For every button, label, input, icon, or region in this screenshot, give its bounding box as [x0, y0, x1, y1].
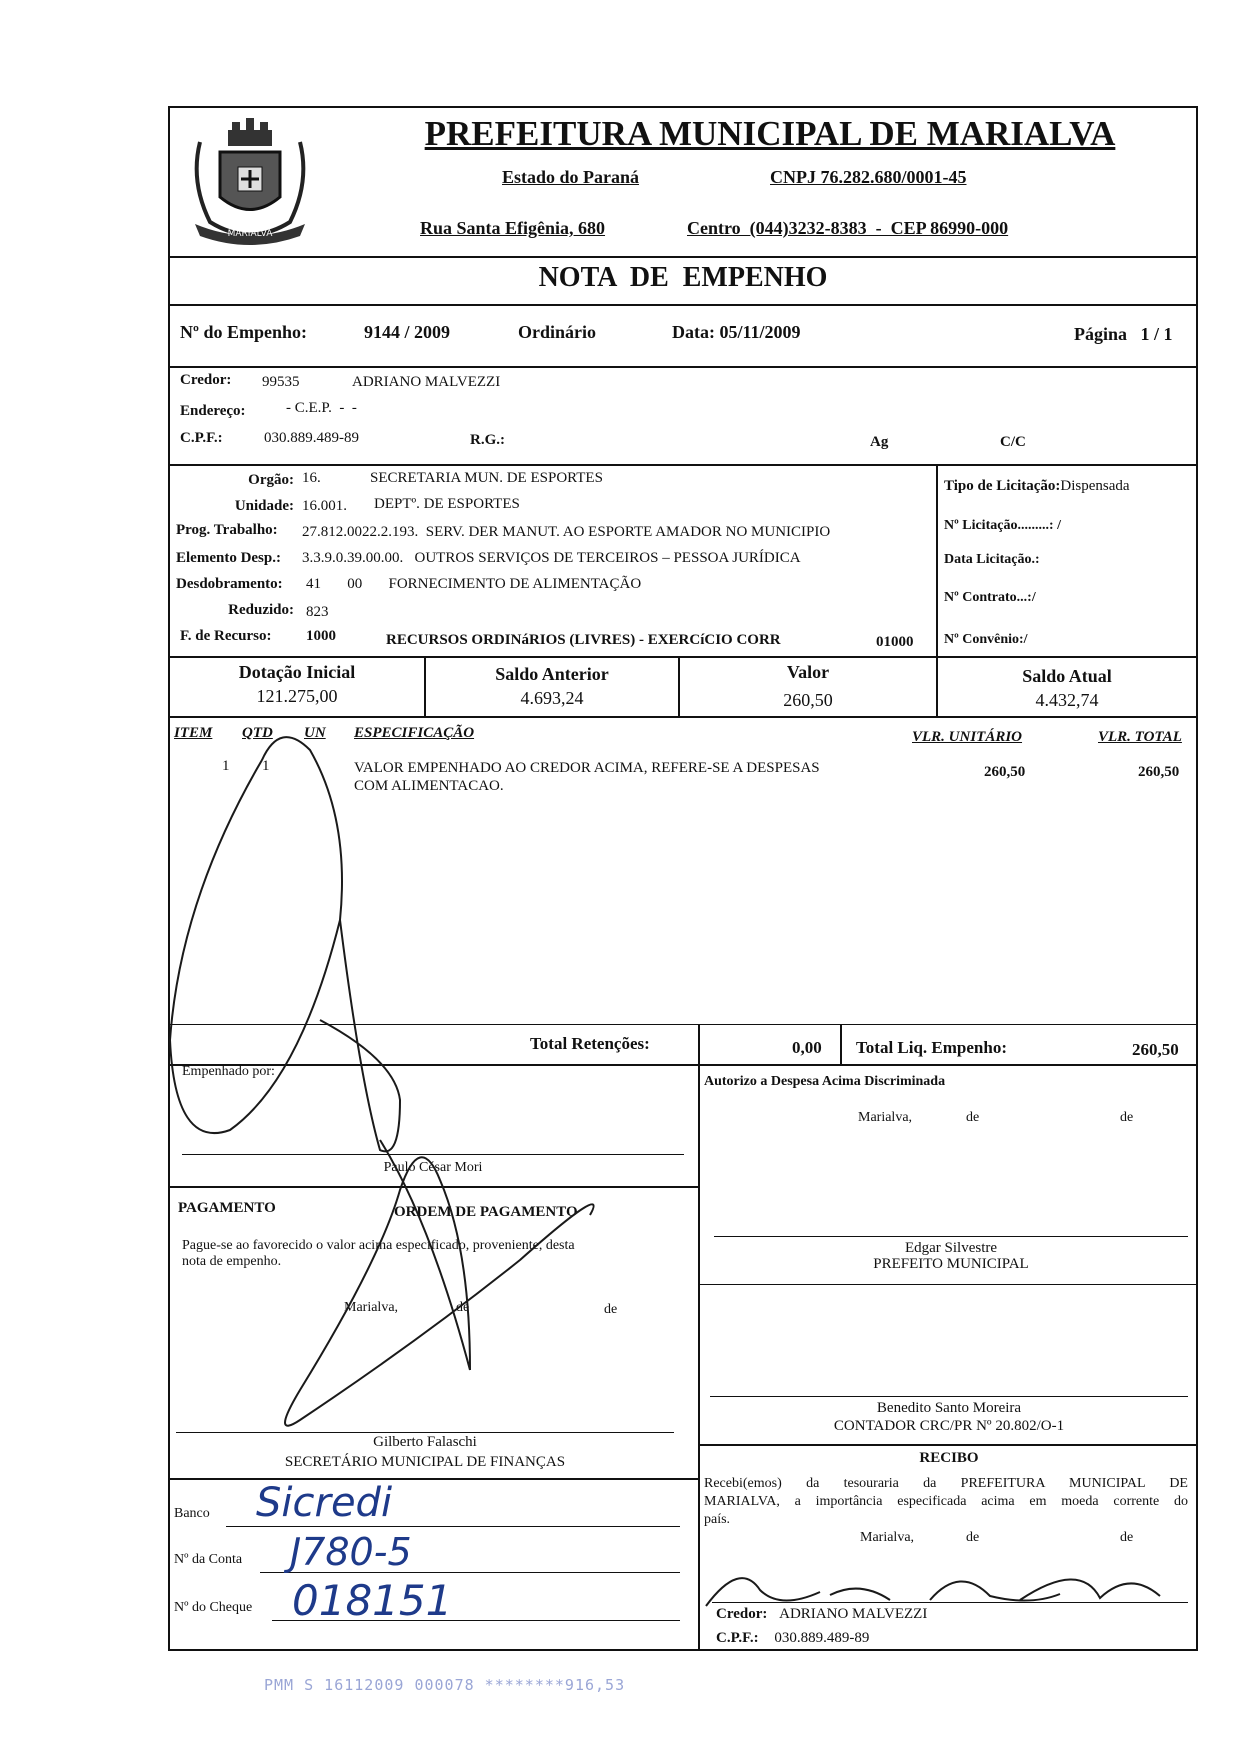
svg-text:MARIALVA: MARIALVA	[227, 229, 273, 239]
ag-label: Ag	[870, 434, 889, 450]
saldo-atual-label: Saldo Atual	[1022, 666, 1112, 686]
recurso-code: 1000	[306, 628, 336, 644]
street-address: Rua Santa Efigênia, 680	[420, 218, 606, 238]
autorizo-de2: de	[1120, 1110, 1134, 1125]
empenhado-name: Paulo César Mori	[383, 1160, 483, 1175]
endereco-label: Endereço:	[180, 403, 246, 419]
contador-title: CONTADOR CRC/PR Nº 20.802/O-1	[833, 1418, 1065, 1434]
conta-handwritten: J780-5	[290, 1530, 412, 1574]
ordem-pagamento: ORDEM DE PAGAMENTO	[394, 1204, 578, 1220]
pagamento-text-2: nota de empenho.	[182, 1254, 282, 1269]
col-un: UN	[304, 725, 326, 741]
prefeito-name: Edgar Silvestre	[904, 1240, 998, 1256]
unidade-label: Unidade:	[234, 498, 294, 514]
valor-label: Valor	[786, 662, 830, 682]
licitacao-numero: Nº Licitação.........: /	[944, 518, 1061, 533]
dotacao-label: Dotação Inicial	[238, 662, 356, 682]
col-item: ITEM	[174, 725, 213, 741]
state-name: Estado do Paraná	[502, 167, 640, 187]
licitacao-tipo	[944, 478, 1130, 495]
page-number: Página 1 / 1	[1074, 324, 1173, 344]
recurso-name: RECURSOS ORDINáRIOS (LIVRES) - EXERCíCIO CORR	[386, 632, 781, 648]
bank-stamp: PMM S 16112009 000078 ********916,53	[264, 1676, 626, 1694]
col-qtd: QTD	[242, 725, 273, 741]
recibo-credor	[716, 1606, 927, 1623]
licitacao-data: Data Licitação.:	[944, 552, 1040, 567]
saldo-anterior-label: Saldo Anterior	[495, 664, 609, 684]
pagamento-de2: de	[604, 1302, 618, 1317]
licitacao-contrato: Nº Contrato...:/	[944, 590, 1036, 605]
recibo-text-2: MARIALVA, a importância especificada acima em moeda corrente do	[704, 1494, 1188, 1509]
recibo-credor-label: Credor:	[716, 1606, 768, 1622]
empenhado-label: Empenhado por:	[182, 1064, 275, 1079]
recibo-title: RECIBO	[919, 1450, 979, 1466]
credor-label: Credor:	[180, 372, 232, 388]
item-number: 1	[222, 758, 230, 774]
item-qty: 1	[262, 758, 270, 774]
col-spec: ESPECIFICAÇÃO	[354, 725, 475, 741]
credor-code: 99535	[262, 374, 300, 390]
empenho-label: Nº do Empenho:	[180, 322, 307, 342]
recibo-de1: de	[966, 1530, 980, 1545]
orgao-code: 16.	[302, 470, 321, 486]
recibo-cpf-value: 030.889.489-89	[774, 1630, 870, 1646]
elemento-value: 3.3.9.0.39.00.00. OUTROS SERVIÇOS DE TERCEIROS – PESSOA JURÍDICA	[302, 550, 801, 566]
recibo-credor-name: ADRIANO MALVEZZI	[779, 1606, 928, 1622]
cpf-value: 030.889.489-89	[264, 430, 359, 446]
prog-value: 27.812.0022.2.193. SERV. DER MANUT. AO ESPORTE AMADOR NO MUNICIPIO	[302, 524, 831, 540]
col-unit: VLR. UNITÁRIO	[912, 729, 1023, 745]
rg-label: R.G.:	[470, 432, 505, 448]
valor-value: 260,50	[783, 690, 833, 710]
recibo-text-3: país.	[704, 1512, 731, 1527]
conta-label: Nº da Conta	[174, 1552, 243, 1567]
empenho-date: Data: 05/11/2009	[672, 322, 801, 342]
contador-name: Benedito Santo Moreira	[876, 1400, 1022, 1416]
pagamento-label: PAGAMENTO	[178, 1200, 276, 1216]
autorizo-de1: de	[966, 1110, 980, 1125]
recibo-cpf-label: C.P.F.:	[716, 1630, 759, 1646]
reduzido-value: 823	[306, 604, 329, 620]
contact-info: Centro (044)3232-8383 - CEP 86990-000	[687, 218, 1009, 238]
pagamento-text-1: Pague-se ao favorecido o valor acima especificado, proveniente, desta	[182, 1238, 575, 1253]
secretario-title: SECRETÁRIO MUNICIPAL DE FINANÇAS	[284, 1454, 566, 1470]
item-unit-value: 260,50	[984, 764, 1026, 780]
item-spec-line2: COM ALIMENTACAO.	[354, 778, 504, 794]
reduzido-label: Reduzido:	[228, 602, 294, 618]
secretario-name: Gilberto Falaschi	[373, 1434, 477, 1450]
coat-of-arms-logo	[180, 112, 320, 252]
recibo-cpf	[716, 1630, 869, 1647]
elemento-label: Elemento Desp.:	[176, 550, 281, 566]
unidade-code: 16.001.	[302, 498, 347, 514]
cc-label: C/C	[1000, 434, 1026, 450]
empenho-number: 9144 / 2009	[364, 322, 451, 342]
retencoes-value: 0,00	[792, 1038, 822, 1057]
saldo-anterior-value: 4.693,24	[520, 688, 584, 708]
recibo-de2: de	[1120, 1530, 1134, 1545]
retencoes-label: Total Retenções:	[530, 1034, 650, 1053]
col-total: VLR. TOTAL	[1098, 729, 1182, 745]
recibo-text-1: Recebi(emos) da tesouraria da PREFEITURA MUNICIPAL DE	[704, 1476, 1188, 1491]
prefeitura-title: PREFEITURA MUNICIPAL DE MARIALVA	[424, 114, 1116, 153]
banco-label: Banco	[174, 1506, 210, 1521]
licitacao-tipo-value: Dispensada	[1060, 478, 1130, 494]
liquido-value: 260,50	[1132, 1040, 1179, 1059]
dotacao-value: 121.275,00	[256, 686, 338, 706]
item-spec-line1: VALOR EMPENHADO AO CREDOR ACIMA, REFERE-SE A DESPESAS	[354, 760, 820, 776]
cpf-label: C.P.F.:	[180, 430, 223, 446]
document-title: NOTA DE EMPENHO	[538, 262, 828, 293]
recurso-label: F. de Recurso:	[180, 628, 272, 644]
desdobramento-value: 41 00 FORNECIMENTO DE ALIMENTAÇÃO	[306, 576, 642, 592]
empenho-type: Ordinário	[518, 322, 597, 342]
pagamento-city: Marialva,	[344, 1300, 399, 1315]
saldo-atual-value: 4.432,74	[1035, 690, 1099, 710]
orgao-label: Orgão:	[248, 472, 294, 488]
desdobramento-label: Desdobramento:	[176, 576, 283, 592]
unidade-name: DEPTº. DE ESPORTES	[374, 496, 520, 512]
banco-handwritten: Sicredi	[256, 1480, 393, 1526]
prog-label: Prog. Trabalho:	[176, 522, 278, 538]
orgao-name: SECRETARIA MUN. DE ESPORTES	[370, 470, 603, 486]
licitacao-tipo-label: Tipo de Licitação:	[944, 478, 1061, 494]
cnpj: CNPJ 76.282.680/0001-45	[770, 167, 967, 187]
autorizo-city: Marialva,	[858, 1110, 913, 1125]
pagamento-de1: de	[456, 1300, 470, 1315]
recibo-city: Marialva,	[860, 1530, 915, 1545]
recurso-suffix: 01000	[876, 634, 914, 650]
item-total-value: 260,50	[1138, 764, 1180, 780]
cheque-label: Nº do Cheque	[174, 1600, 253, 1615]
autorizo-text: Autorizo a Despesa Acima Discriminada	[704, 1074, 946, 1089]
credor-name: ADRIANO MALVEZZI	[352, 374, 501, 390]
endereco-value: - C.E.P. - -	[286, 400, 357, 416]
licitacao-convenio: Nº Convênio:/	[944, 632, 1028, 647]
prefeito-title: PREFEITO MUNICIPAL	[873, 1256, 1029, 1272]
liquido-label: Total Liq. Empenho:	[856, 1038, 1007, 1057]
cheque-handwritten: 018151	[292, 1576, 453, 1625]
